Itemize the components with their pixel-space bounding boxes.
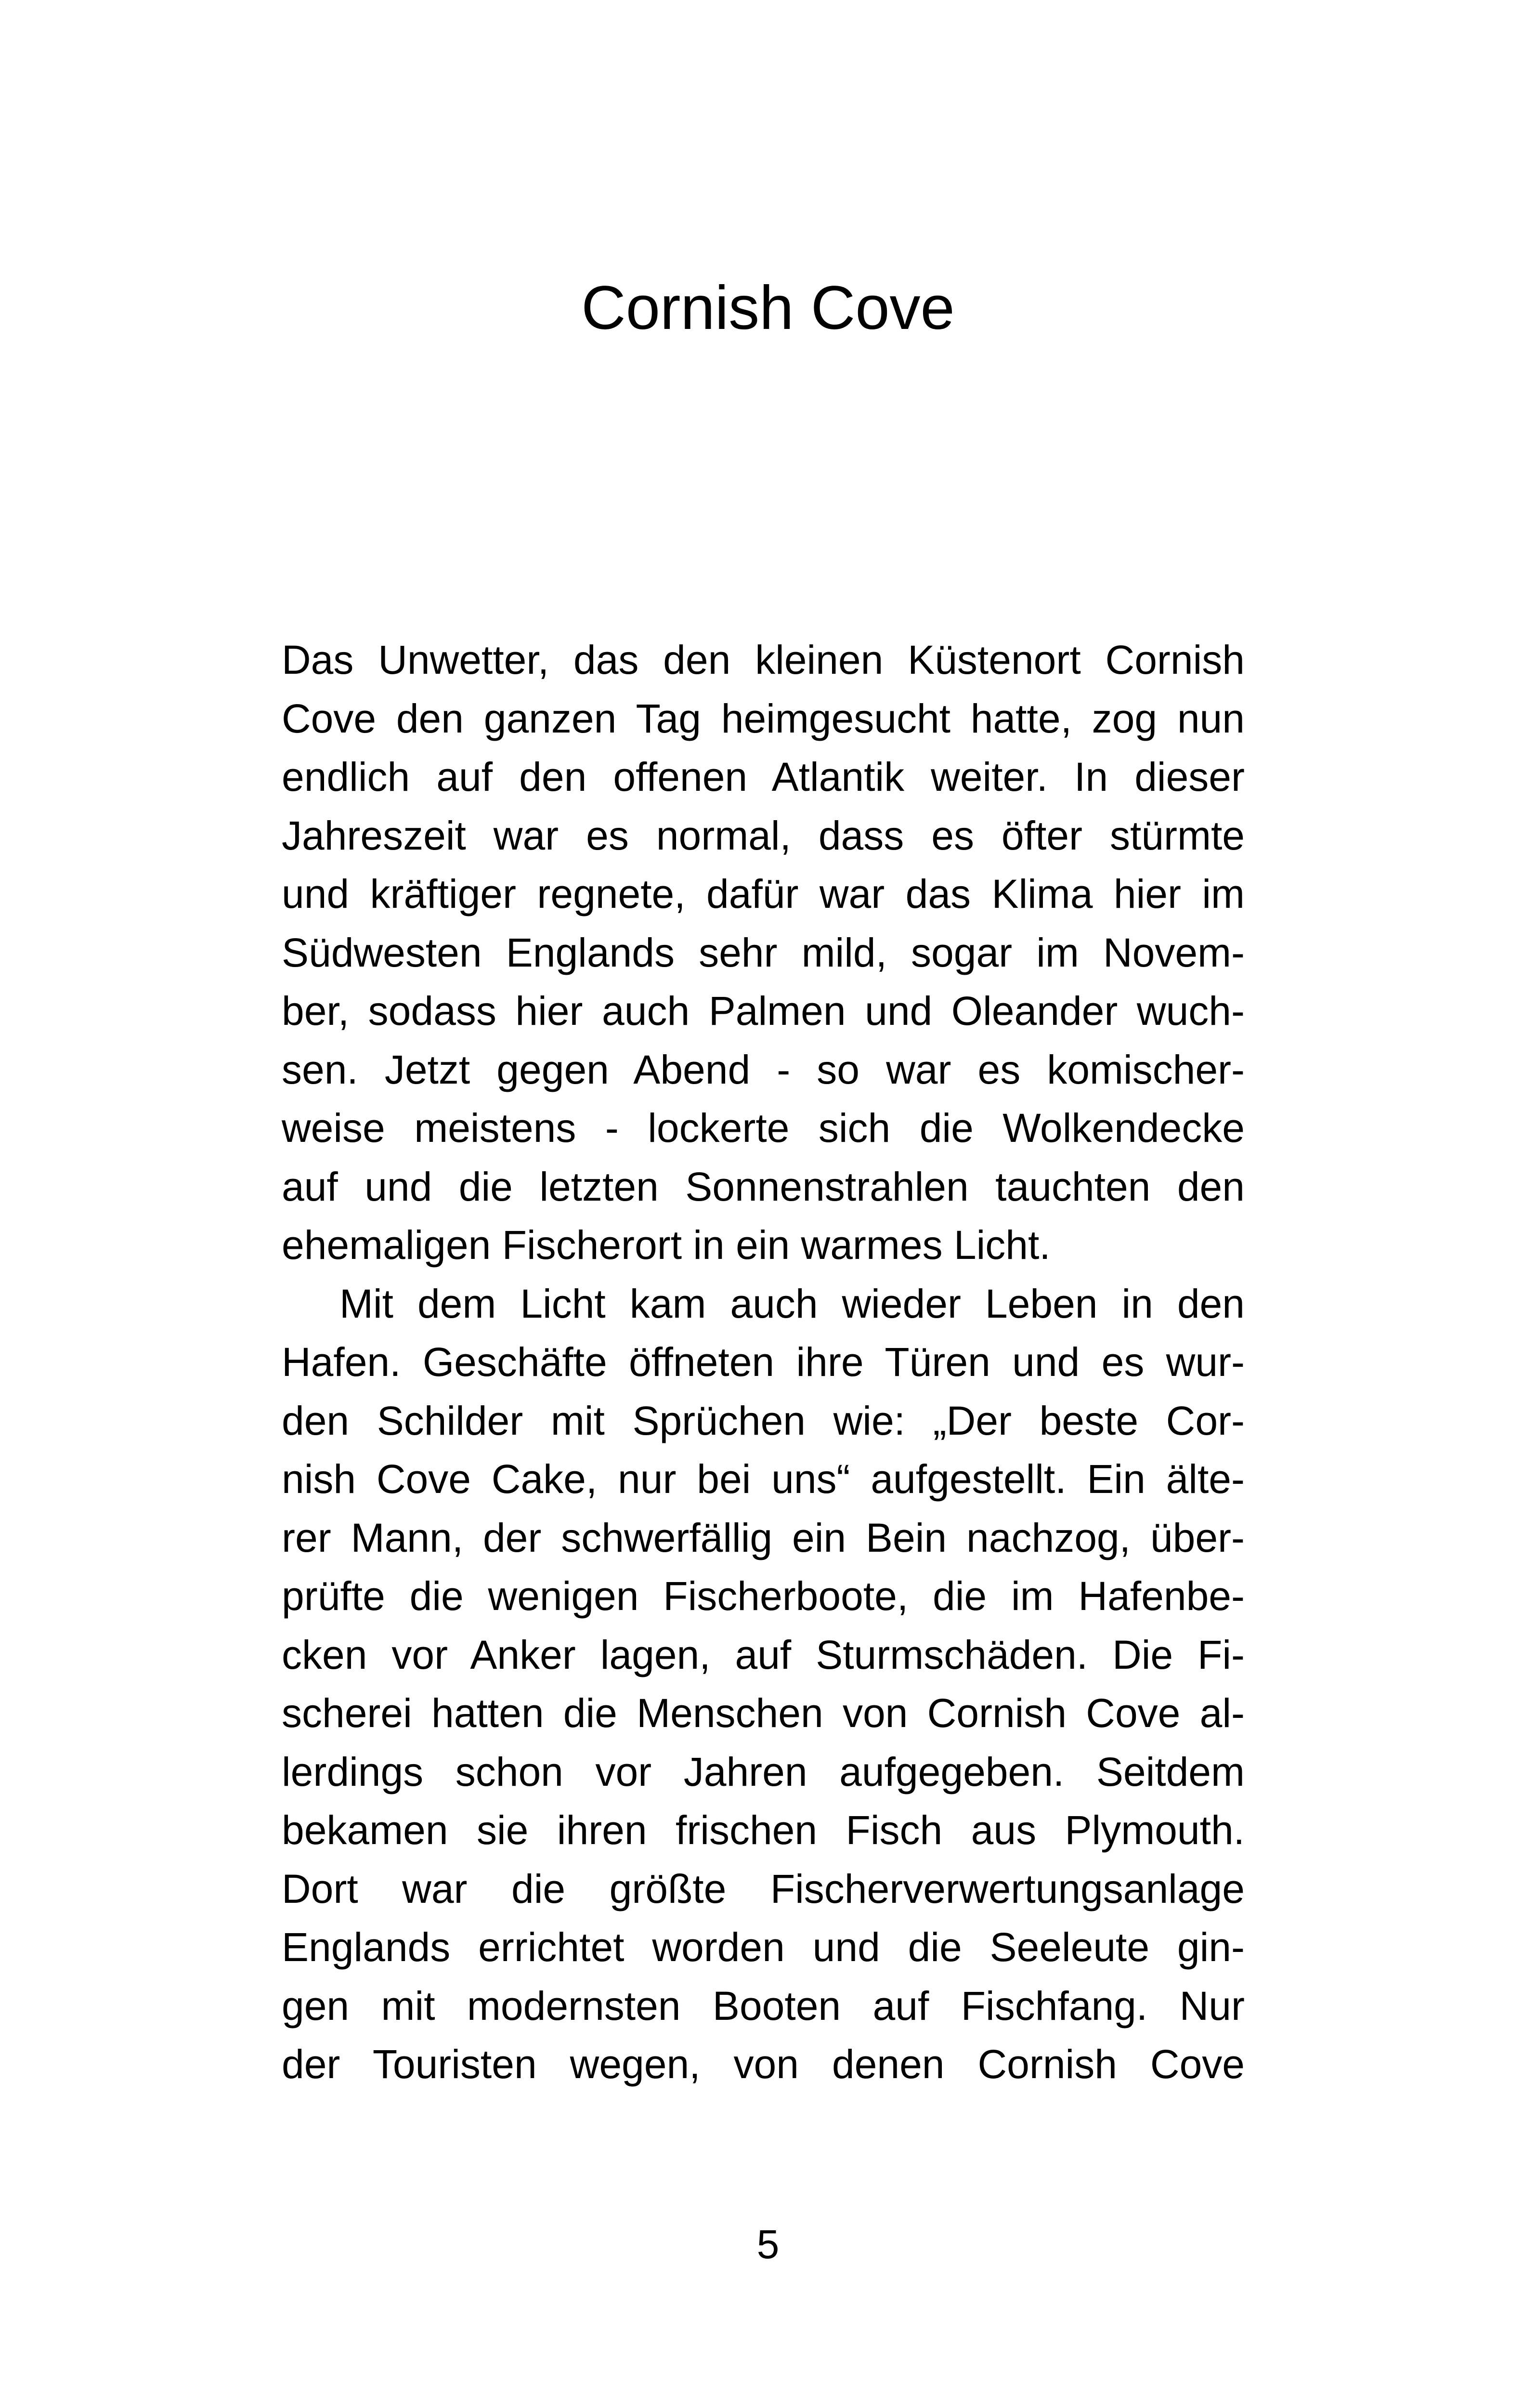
- chapter-title: Cornish Cove: [581, 274, 955, 342]
- text-line: ber, sodass hier auch Palmen und Oleander wuch-: [282, 988, 1245, 1034]
- text-line: der Touristen wegen, von denen Cornish Cove: [282, 2042, 1245, 2087]
- text-line: und kräftiger regnete, dafür war das Klima hier im: [282, 871, 1245, 916]
- text-line: sen. Jetzt gegen Abend - so war es komischer-: [282, 1047, 1245, 1092]
- text-line: Cove den ganzen Tag heimgesucht hatte, zog nun: [282, 695, 1245, 741]
- text-line: Mit dem Licht kam auch wieder Leben in den: [339, 1281, 1245, 1326]
- text-line: weise meistens - lockerte sich die Wolkendecke: [282, 1105, 1245, 1151]
- text-line: Dort war die größte Fischerverwertungsanlage: [282, 1866, 1245, 1911]
- text-line: Jahreszeit war es normal, dass es öfter stürmte: [282, 812, 1245, 858]
- text-line: Südwesten Englands sehr mild, sogar im Novem-: [282, 929, 1245, 975]
- text-line: scherei hatten die Menschen von Cornish Cove al-: [282, 1690, 1245, 1736]
- text-line: Das Unwetter, das den kleinen Küstenort Cornish: [282, 637, 1245, 682]
- text-line: rer Mann, der schwerfällig ein Bein nachzog, über-: [282, 1515, 1245, 1560]
- text-line: bekamen sie ihren frischen Fisch aus Plymouth.: [282, 1807, 1245, 1853]
- text-line: gen mit modernsten Booten auf Fischfang. Nur: [282, 1983, 1245, 2028]
- text-line: prüfte die wenigen Fischerboote, die im Hafenbe-: [282, 1573, 1245, 1619]
- text-line: Englands errichtet worden und die Seeleute gin-: [282, 1924, 1245, 1970]
- text-line: den Schilder mit Sprüchen wie: „Der beste Cor-: [282, 1398, 1245, 1443]
- page-number: 5: [756, 2222, 780, 2267]
- body-text: [282, 631, 1245, 2094]
- text-line: Hafen. Geschäfte öffneten ihre Türen und es wur-: [282, 1339, 1245, 1385]
- text-line: endlich auf den offenen Atlantik weiter. In dieser: [282, 754, 1245, 799]
- text-line: lerdings schon vor Jahren aufgegeben. Seitdem: [282, 1749, 1245, 1794]
- text-line: ehemaligen Fischerort in ein warmes Licht.: [282, 1222, 1051, 1268]
- text-line: cken vor Anker lagen, auf Sturmschäden. Die Fi-: [282, 1632, 1245, 1677]
- text-line: auf und die letzten Sonnenstrahlen tauchten den: [282, 1164, 1245, 1209]
- text-line: nish Cove Cake, nur bei uns“ aufgestellt. Ein älte-: [282, 1456, 1245, 1502]
